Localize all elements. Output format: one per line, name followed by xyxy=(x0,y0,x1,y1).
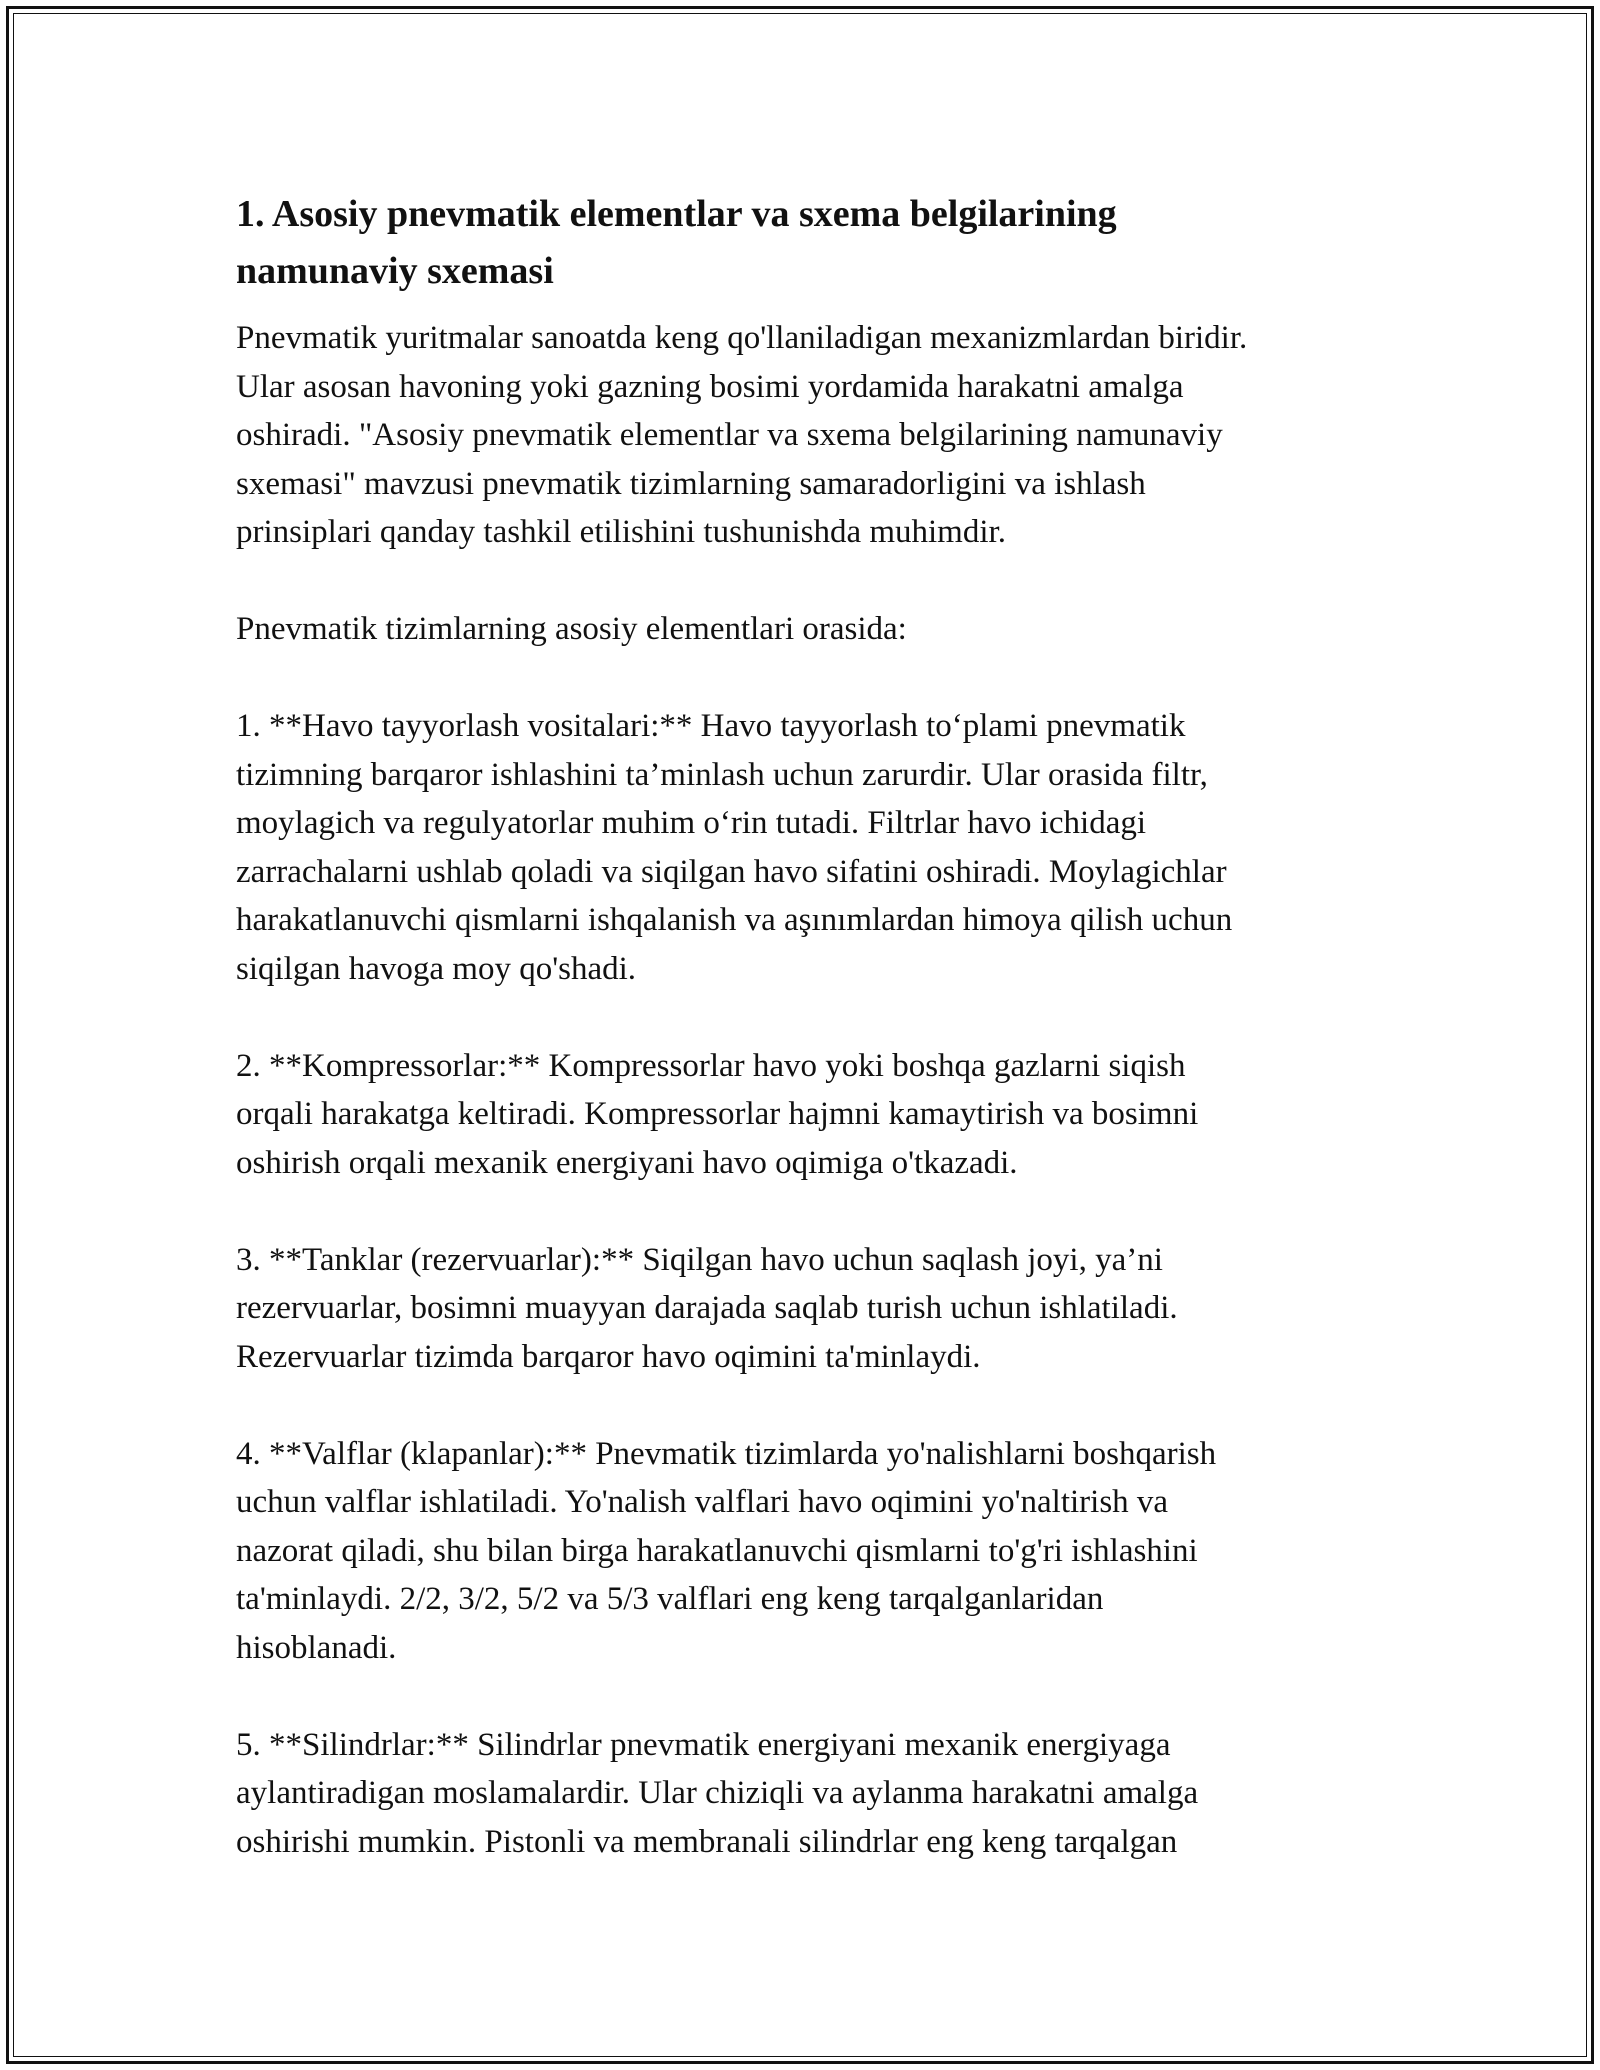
text-line: sxemasi" mavzusi pnevmatik tizimlarning samaradorligini va ishlash xyxy=(236,465,1146,502)
text-line: Pnevmatik yuritmalar sanoatda keng qo'llaniladigan mexanizmlardan biridir. xyxy=(236,320,1248,356)
text-line: oshirishi mumkin. Pistonli va membranali silindrlar eng keng tarqalgan xyxy=(236,1823,1178,1860)
text-line: Rezervuarlar tizimda barqaror havo oqimini ta'minlaydi. xyxy=(236,1338,981,1375)
text-line: oshiradi. "Asosiy pnevmatik elementlar va sxema belgilarining namunaviy xyxy=(236,417,1223,453)
text-line: siqilgan havoga moy qo'shadi. xyxy=(236,950,637,987)
document-content xyxy=(236,186,1386,1915)
heading-line: namunaviy sxemasi xyxy=(236,250,554,292)
heading-line: 1. Asosiy pnevmatik elementlar va sxema belgilarining xyxy=(236,193,1117,235)
text-line: 1. **Havo tayyorlash vositalari:** Havo tayyorlash to‘plami pnevmatik xyxy=(236,708,1186,744)
elements-intro-paragraph xyxy=(236,605,1386,654)
document-heading xyxy=(236,186,1386,300)
list-item-valves xyxy=(236,1430,1386,1673)
list-item-cylinders xyxy=(236,1721,1386,1867)
text-line: 3. **Tanklar (rezervuarlar):** Siqilgan havo uchun saqlash joyi, ya’ni xyxy=(236,1241,1163,1278)
text-line: zarrachalarni ushlab qoladi va siqilgan havo sifatini oshiradi. Moylagichlar xyxy=(236,853,1227,890)
text-line: aylantiradigan moslamalardir. Ular chiziqli va aylanma harakatni amalga xyxy=(236,1775,1199,1811)
text-line: nazorat qiladi, shu bilan birga harakatlanuvchi qismlarni to'g'ri ishlashini xyxy=(236,1532,1198,1569)
list-item-air-preparation xyxy=(236,702,1386,993)
text-line: tizimning barqaror ishlashini ta’minlash uchun zarurdir. Ular orasida filtr, xyxy=(236,756,1208,793)
text-line: ta'minlaydi. 2/2, 3/2, 5/2 va 5/3 valflari eng keng tarqalganlaridan xyxy=(236,1581,1104,1617)
text-line: oshirish orqali mexanik energiyani havo oqimiga o'tkazadi. xyxy=(236,1144,1018,1181)
text-line: rezervuarlar, bosimni muayyan darajada saqlab turish uchun ishlatiladi. xyxy=(236,1290,1178,1326)
text-line: 5. **Silindrlar:** Silindrlar pnevmatik energiyani mexanik energiyaga xyxy=(236,1726,1171,1763)
intro-paragraph xyxy=(236,314,1386,557)
list-item-compressors xyxy=(236,1042,1386,1188)
text-line: 2. **Kompressorlar:** Kompressorlar havo yoki boshqa gazlarni siqish xyxy=(236,1047,1186,1084)
list-item-tanks xyxy=(236,1236,1386,1382)
text-line: uchun valflar ishlatiladi. Yo'nalish valflari havo oqimini yo'naltirish va xyxy=(236,1484,1169,1520)
text-line: hisoblanadi. xyxy=(236,1629,397,1666)
text-line: harakatlanuvchi qismlarni ishqalanish va aşınımlardan himoya qilish uchun xyxy=(236,902,1233,938)
text-line: prinsiplari qanday tashkil etilishini tushunishda muhimdir. xyxy=(236,514,1006,550)
text-line: orqali harakatga keltiradi. Kompressorlar hajmni kamaytirish va bosimni xyxy=(236,1096,1199,1132)
text-line: 4. **Valflar (klapanlar):** Pnevmatik tizimlarda yo'nalishlarni boshqarish xyxy=(236,1435,1217,1472)
text-line: Pnevmatik tizimlarning asosiy elementlari orasida: xyxy=(236,611,907,647)
text-line: moylagich va regulyatorlar muhim o‘rin tutadi. Filtrlar havo ichidagi xyxy=(236,805,1147,841)
text-line: Ular asosan havoning yoki gazning bosimi yordamida harakatni amalga xyxy=(236,368,1184,405)
